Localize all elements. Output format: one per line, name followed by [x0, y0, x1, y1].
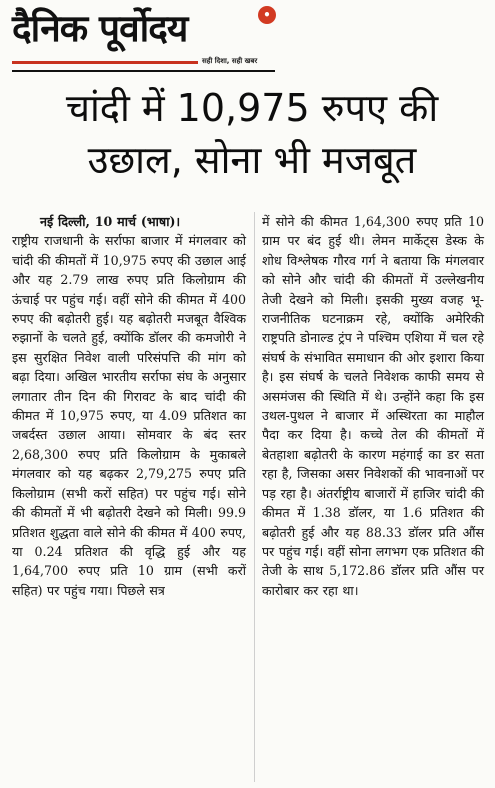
tagline: सही दिशा, सही खबर — [202, 57, 258, 65]
masthead-black-rule — [12, 70, 275, 72]
article-column-right — [262, 212, 484, 600]
column-divider — [254, 212, 255, 782]
newspaper-name: दैनिक पूर्वोदय — [12, 7, 188, 50]
masthead — [0, 0, 495, 76]
article-headline: चांदी में 10,975 रुपए की उछाल, सोना भी मजबूत — [65, 86, 439, 182]
logo-dot-icon: • — [258, 6, 276, 24]
article-body-right: में सोने की कीमत 1,64,300 रुपए प्रति 10 ग्राम पर बंद हुई थी। लेमन मार्केट्स डेस्क के शोध विश्लेषक गौरव गर्ग ने बताया कि मंगलवार को सोने और चांदी की कीमतों में उल्लेखनीय तेजी देखने को मिली। इसकी मुख्य वजह भू-राजनीतिक घटनाक्रम रहे, क्योंकि अमेरिकी राष्ट्रपति डोनाल्ड ट्रंप ने पश्चिम एशिया में चल रहे संघर्ष के संभावित समाधान की ओर इशारा किया है। इस संघर्ष के चलते निवेशक काफी समय से असमंजस की स्थिति में थे। उन्होंने कहा कि इस उथल-पुथल ने बाजार में अस्थिरता का माहौल पैदा कर दिया है। कच्चे तेल की कीमतों में बेतहाशा बढ़ोतरी के कारण महंगाई का डर सता रहा है, जिसका असर निवेशकों की भावनाओं पर पड़ रहा है। अंतर्राष्ट्रीय बाजारों में हाजिर चांदी की कीमत में 1.38 डॉलर, या 1.6 प्रतिशत की बढ़ोतरी हुई और यह 88.33 डॉलर प्रति औंस पर पहुंच गई। वहीं सोना लगभग एक प्रतिशत की तेजी के साथ 5,172.86 डॉलर प्रति औंस पर कारोबार कर रहा था। — [262, 214, 484, 598]
article-column-left — [12, 212, 246, 600]
masthead-red-rule — [12, 61, 198, 64]
article-body-left: राष्ट्रीय राजधानी के सर्राफा बाजार में मंगलवार को चांदी की कीमतों में 10,975 रुपए की उछाल आई और यह 2.79 लाख रुपए प्रति किलोग्राम की ऊंचाई पर पहुंच गई। वहीं सोने की कीमत में 400 रुपए की बढ़ोतरी हुई। यह बढ़ोतरी मजबूत वैश्विक रुझानों के चलते हुई, क्योंकि डॉलर की कमजोरी ने इस सुरक्षित निवेश वाली परिसंपत्ति की मांग को बढ़ा दिया। अखिल भारतीय सर्राफा संघ के अनुसार लगातार तीन दिन की गिरावट के बाद चांदी की कीमत में 10,975 रुपए, या 4.09 प्रतिशत का जबर्दस्त उछाल आया। सोमवार के बंद स्तर 2,68,300 रुपए प्रति किलोग्राम के मुकाबले मंगलवार को यह बढ़कर 2,79,275 रुपए प्रति किलोग्राम (सभी करों सहित) पर पहुंच गई। सोने की कीमतों में भी बढ़ोतरी देखने को मिली। 99.9 प्रतिशत शुद्धता वाले सोने की कीमत में 400 रुपए, या 0.24 प्रतिशत की वृद्धि हुई और यह 1,64,700 रुपए प्रति 10 ग्राम (सभी करों सहित) पर पहुंच गया। पिछले सत्र — [12, 233, 246, 598]
dateline: नई दिल्ली, 10 मार्च (भाषा)। — [40, 214, 181, 229]
